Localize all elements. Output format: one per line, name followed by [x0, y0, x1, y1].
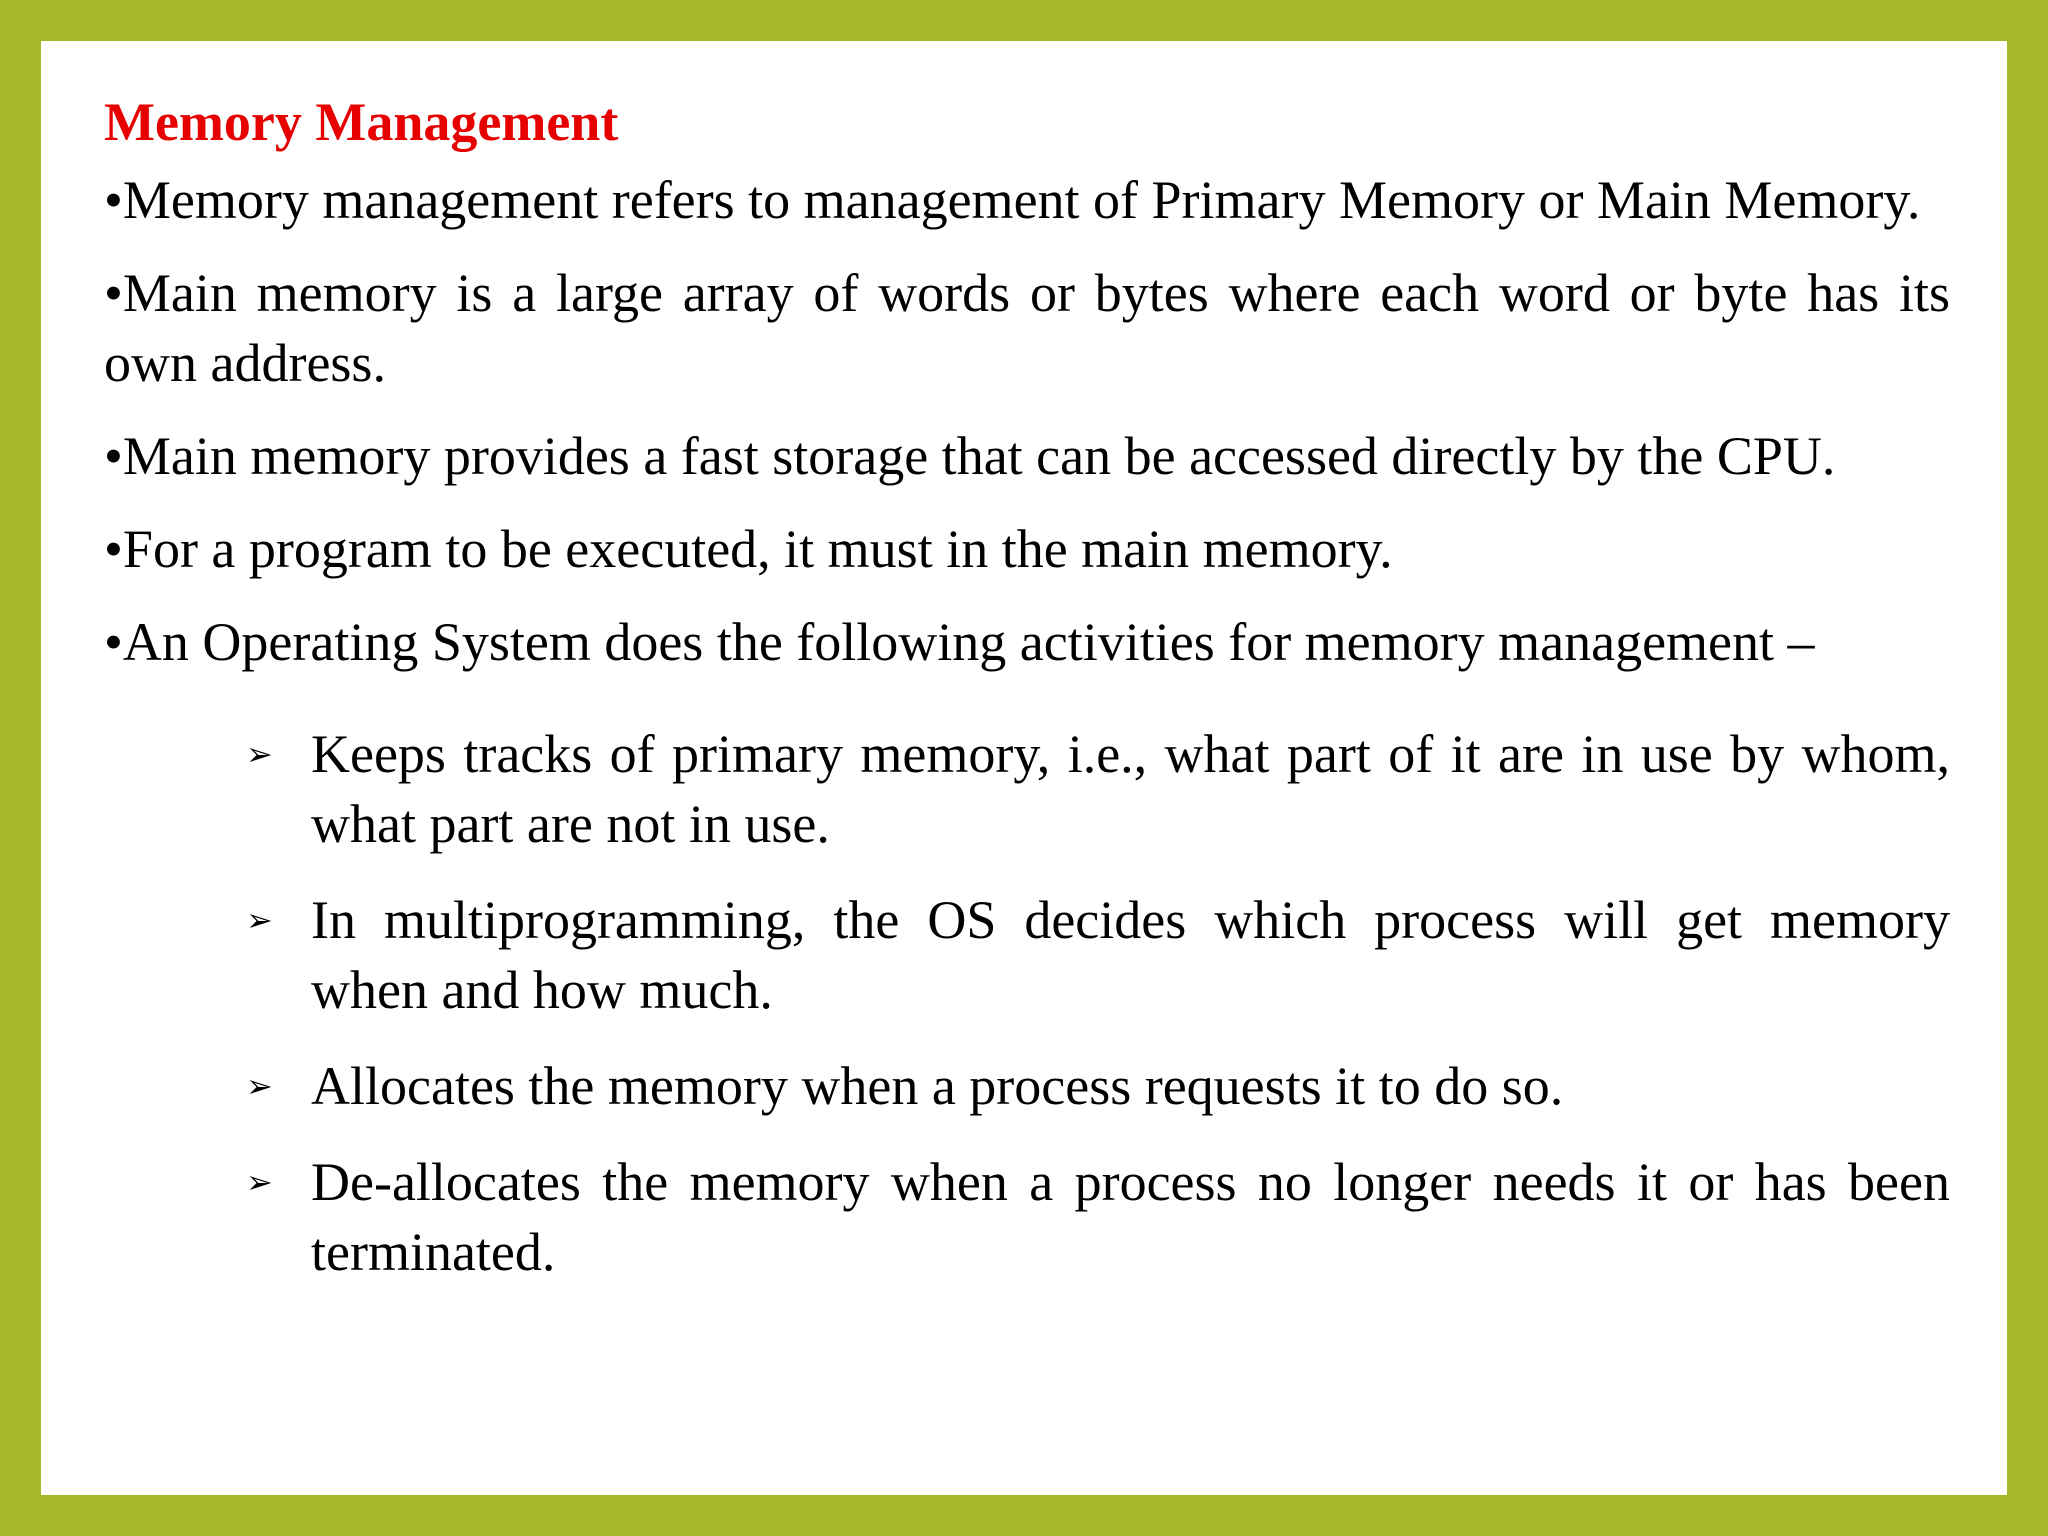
sub-bullet-text: In multiprogramming, the OS decides which process will get memory when and how much.: [311, 890, 1950, 1020]
sub-bullet-item: [104, 1147, 1950, 1287]
sub-bullet-text: De-allocates the memory when a process no longer needs it or has been terminated.: [311, 1152, 1950, 1282]
arrow-bullet-icon: ➢: [246, 735, 273, 773]
bullet-item: •For a program to be executed, it must in the main memory.: [104, 519, 1393, 579]
slide: [41, 41, 2007, 1495]
bullet-item: •Main memory provides a fast storage that can be accessed directly by the CPU.: [104, 426, 1836, 486]
slide-title: Memory Management: [104, 92, 619, 152]
arrow-bullet-icon: ➢: [246, 1067, 273, 1105]
bullet-item: •Memory management refers to management of Primary Memory or Main Memory.: [104, 170, 1921, 230]
slide-content: [104, 87, 1950, 1313]
sub-bullet-item: [104, 885, 1950, 1025]
bullet-list: [104, 165, 1950, 677]
sub-bullet-text: Allocates the memory when a process requests it to do so.: [311, 1056, 1564, 1116]
sub-bullet-text: Keeps tracks of primary memory, i.e., what part of it are in use by whom, what part are not in use.: [311, 724, 1950, 854]
sub-bullet-item: [104, 719, 1950, 859]
arrow-bullet-icon: ➢: [246, 1163, 273, 1201]
arrow-bullet-icon: ➢: [246, 901, 273, 939]
bullet-item: •Main memory is a large array of words or bytes where each word or byte has its own address.: [104, 263, 1950, 393]
sub-bullet-item: [104, 1051, 1950, 1121]
sub-bullet-list: [104, 719, 1950, 1287]
bullet-item: •An Operating System does the following activities for memory management –: [104, 612, 1815, 672]
